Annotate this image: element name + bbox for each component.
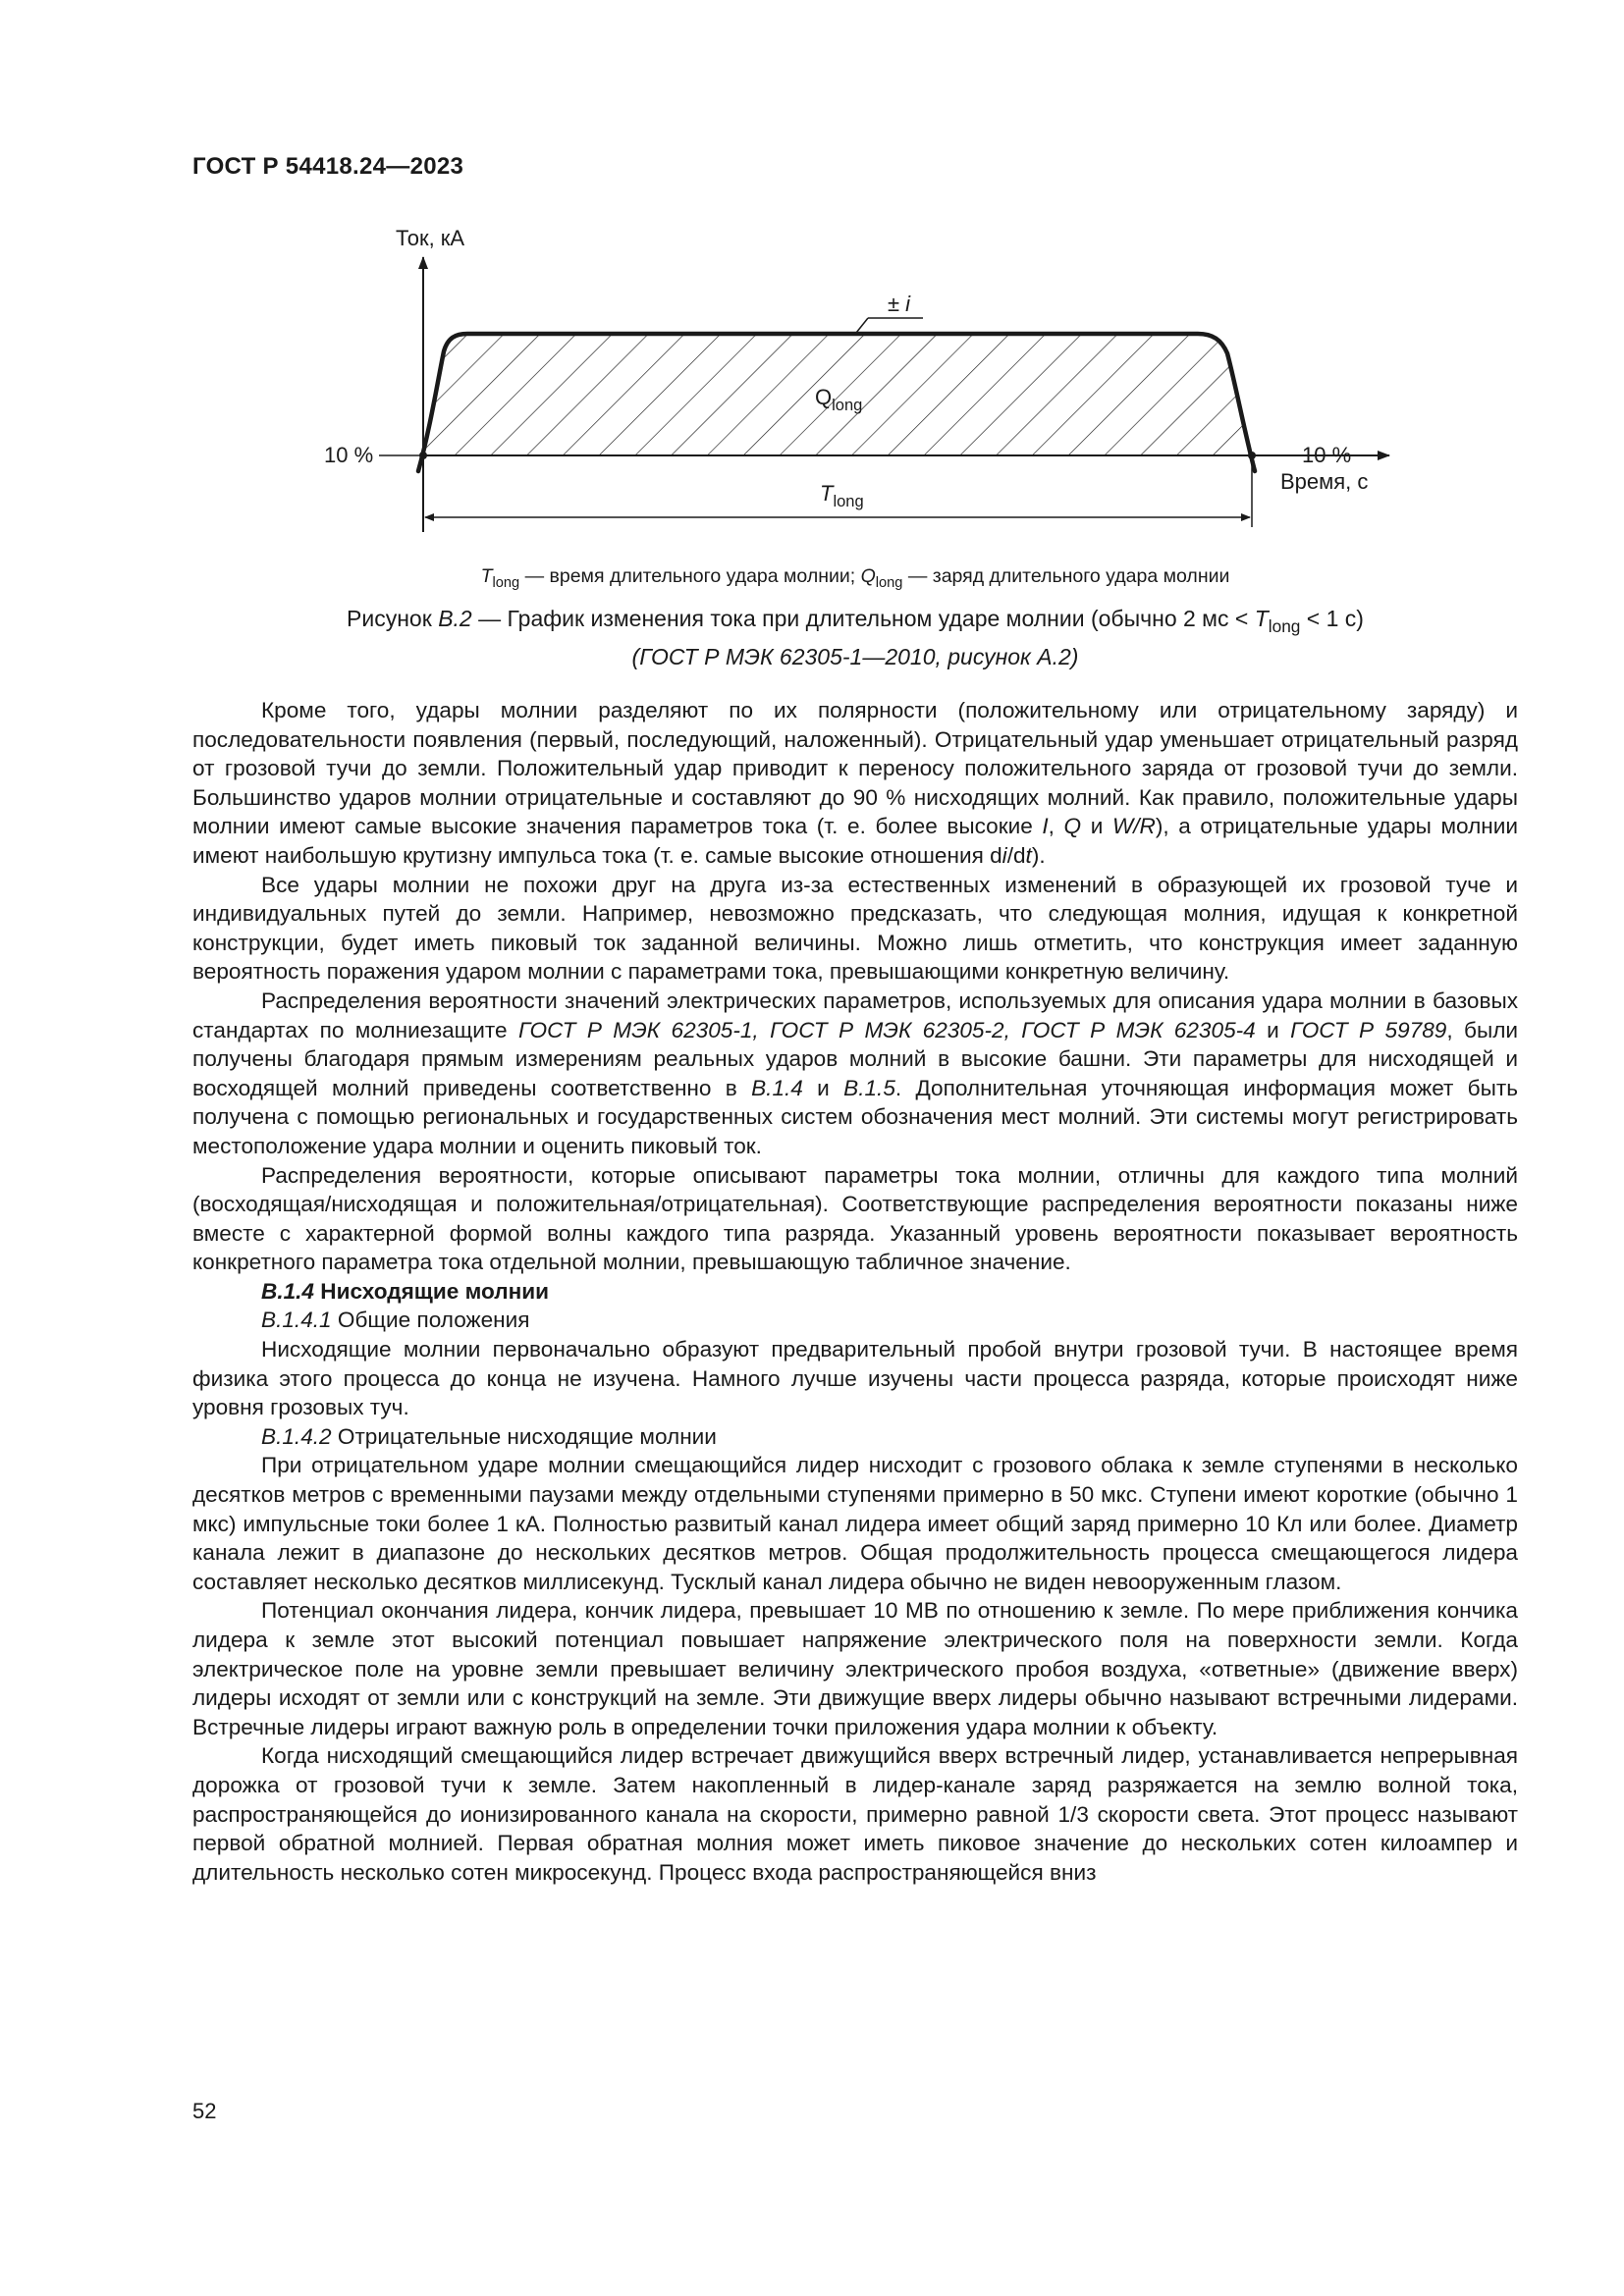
caption-title (192, 604, 1518, 642)
x-axis-label: Время, с (1280, 469, 1369, 494)
paragraph-2: Все удары молнии не похожи друг на друга из-за естественных изменений в образующей их грозовой туче и индивидуальных путей до земли. Например, невозможно предсказать, что следующая молния, идущая к конкретной конструкции, будет иметь пиковый ток заданной величины. Можно лишь отметить, что конструкция имеет заданную вероятность поражения ударом молнии с параметрами тока, превышающими конкретную величину. (192, 872, 1518, 985)
legend-t-sub: long (492, 575, 520, 592)
p3-refs: ГОСТ Р МЭК 62305-1, ГОСТ Р МЭК 62305-2, ГОСТ Р МЭК 62305-4 (517, 1017, 1256, 1042)
section-heading-b141 (192, 1306, 1518, 1335)
p1-end: ). (1031, 842, 1046, 868)
section-heading-b142 (192, 1422, 1518, 1452)
p1-text: Кроме того, удары молнии разделяют по их полярности (положительному или отрицательному заряду) и последовательности появления (первый, последующий, наложенный). Отрицательный удар уменьшает отрицательный разряд от грозовой тучи до земли. Положительный удар приводит к переносу положительного заряда от грозовой тучи до земли. Большинство ударов молнии отрицательные и составляют до 90 % нисходящих молний. Как правило, положительные удары молнии имеют самые высокие значения параметров тока (т. е. более высокие (192, 698, 1518, 839)
p3-a: Распределения вероятности значений электрических параметров, используемых для описания удара молнии в базовых стандартах по молниезащите (192, 988, 1518, 1042)
duration-subscript: long (833, 492, 864, 510)
legend-t-symbol: T (480, 565, 493, 587)
paragraph-5: Нисходящие молнии первоначально образуют предварительный пробой внутри грозовой тучи. В настоящее время физика этого процесса до конца не изучена. Намного лучше изучены части процесса разряда, которые происходят ниже уровня грозовых туч. (192, 1337, 1518, 1420)
paragraph-3 (192, 987, 1518, 1161)
p1-and: и (1081, 814, 1112, 839)
figure-legend (192, 565, 1518, 591)
h1-title: Нисходящие молнии (314, 1278, 550, 1304)
legend-q-desc: — заряд длительного удара молнии (902, 565, 1230, 587)
level-label-right: 10 % (1302, 443, 1352, 467)
h1-num: В.1.4 (261, 1278, 315, 1304)
page-number: 52 (192, 2099, 217, 2123)
body-text (192, 696, 1518, 1887)
current-label-leader (856, 318, 868, 333)
p1-di: i (1001, 842, 1007, 868)
caption-title-text: — График изменения тока при длительном ударе молнии (обычно 2 мс < (471, 606, 1255, 631)
level-label-left: 10 % (324, 443, 374, 467)
caption-t-symbol: T (1254, 606, 1269, 631)
charge-subscript: long (832, 396, 863, 414)
p1-sep1: , (1048, 814, 1064, 839)
h2-title: Общие положения (331, 1308, 530, 1333)
charge-symbol: Q (815, 385, 833, 409)
p3-ref4: В.1.5 (843, 1075, 895, 1100)
caption-prefix: Рисунок (347, 606, 439, 631)
caption-fig-number: В.2 (438, 606, 472, 631)
caption-reference: (ГОСТ Р МЭК 62305-1—2010, рисунок А.2) (631, 644, 1079, 670)
figure-b2 (295, 218, 1424, 532)
p3-b: , были получены благодаря прямым измерениям реальных ударов молний в высокие башни. Эти параметры для нисходящей и восходящей молний приведены соответственно в (192, 1017, 1519, 1100)
p1-mid: ), а отрицательные удары молнии имеют наибольшую крутизну импульса тока (т. е. самые высокие отношения d (192, 814, 1518, 868)
p1-wr: W/R (1111, 814, 1156, 839)
current-label: ± i (888, 292, 911, 316)
paragraph-4: Распределения вероятности, которые описывают параметры тока молнии, отличны для каждого типа молний (восходящая/нисходящая и положительная/отрицательная). Соответствующие распределения вероятности показаны ниже вместе с характерной формой волны каждого типа разряда. Указанный уровень вероятности показывает вероятность конкретного параметра тока отдельной молнии, превышающую табличное значение. (192, 1162, 1518, 1275)
legend-t-desc: — время длительного удара молнии; (519, 565, 861, 587)
y-axis-label: Ток, кА (396, 226, 465, 250)
legend-q-symbol: Q (860, 565, 876, 587)
p1-q: Q (1063, 814, 1082, 839)
section-heading-b14 (192, 1277, 1518, 1307)
duration-label (820, 481, 864, 511)
caption-tail: < 1 с) (1300, 606, 1364, 631)
document-header: ГОСТ Р 54418.24—2023 (192, 153, 464, 180)
h3-num: В.1.4.2 (261, 1423, 332, 1449)
h2-num: В.1.4.1 (261, 1308, 332, 1333)
p1-dt: t (1025, 842, 1032, 868)
legend-q-sub: long (875, 575, 903, 592)
p3-c: . Дополнительная уточняющая информация может быть получена с помощью региональных и государственных систем обозначения мест молний. Эти системы могут регистрировать местоположение удара молнии и оценить пиковый ток. (192, 1075, 1518, 1158)
p3-and2: и (802, 1075, 844, 1100)
duration-symbol: T (820, 481, 834, 506)
charge-label (815, 385, 862, 415)
paragraph-1 (192, 696, 1518, 871)
paragraph-6: При отрицательном ударе молнии смещающийся лидер нисходит с грозового облака к земле ступенями в несколько десятков метров с временными паузами между отдельными ступенями примерно в 50 мкс. Ступени имеют короткие (обычно 1 мкс) импульсные токи более 1 кА. Полностью развитый канал лидера имеет общий заряд примерно 10 Кл или более. Диаметр канала лежит в диапазоне до нескольких десятков метров. Общая продолжительность процесса смещающегося лидера составляет несколько десятков миллисекунд. Тусклый канал лидера обычно не виден невооруженным глазом. (192, 1453, 1518, 1594)
caption-t-sub: long (1268, 616, 1301, 637)
p1-slash: /d (1006, 842, 1026, 868)
p3-and: и (1255, 1017, 1291, 1042)
h3-title: Отрицательные нисходящие молнии (331, 1423, 717, 1449)
p1-i: I (1042, 814, 1049, 839)
paragraph-8: Когда нисходящий смещающийся лидер встречает движущийся вверх встречный лидер, устанавливается непрерывная дорожка от грозовой тучи к земле. Затем накопленный в лидер-канале заряд разряжается на землю волной тока, распространяющейся до ионизированного канала на скорости, примерно равной 1/3 скорости света. Этот процесс называют первой обратной молнией. Первая обратная молния может иметь пиковое значение до нескольких сотен килоампер и длительность несколько сотен микросекунд. Процесс входа распространяющейся вниз (192, 1743, 1518, 1885)
p3-ref3: В.1.4 (751, 1075, 803, 1100)
paragraph-7: Потенциал окончания лидера, кончик лидера, превышает 10 МВ по отношению к земле. По мере приближения кончика лидера к земле этот высокий потенциал повышает напряжение электрического поля на поверхности земли. Когда электрическое поле на уровне земли превышает величину электрического пробоя воздуха, «ответные» (движение вверх) лидеры исходят от земли или с конструкций на земле. Эти движущие вверх лидеры обычно называют встречными лидерами. Встречные лидеры играют важную роль в определении точки приложения удара молнии к объекту. (192, 1598, 1518, 1739)
figure-caption (192, 604, 1518, 672)
p3-ref2: ГОСТ Р 59789 (1290, 1017, 1447, 1042)
